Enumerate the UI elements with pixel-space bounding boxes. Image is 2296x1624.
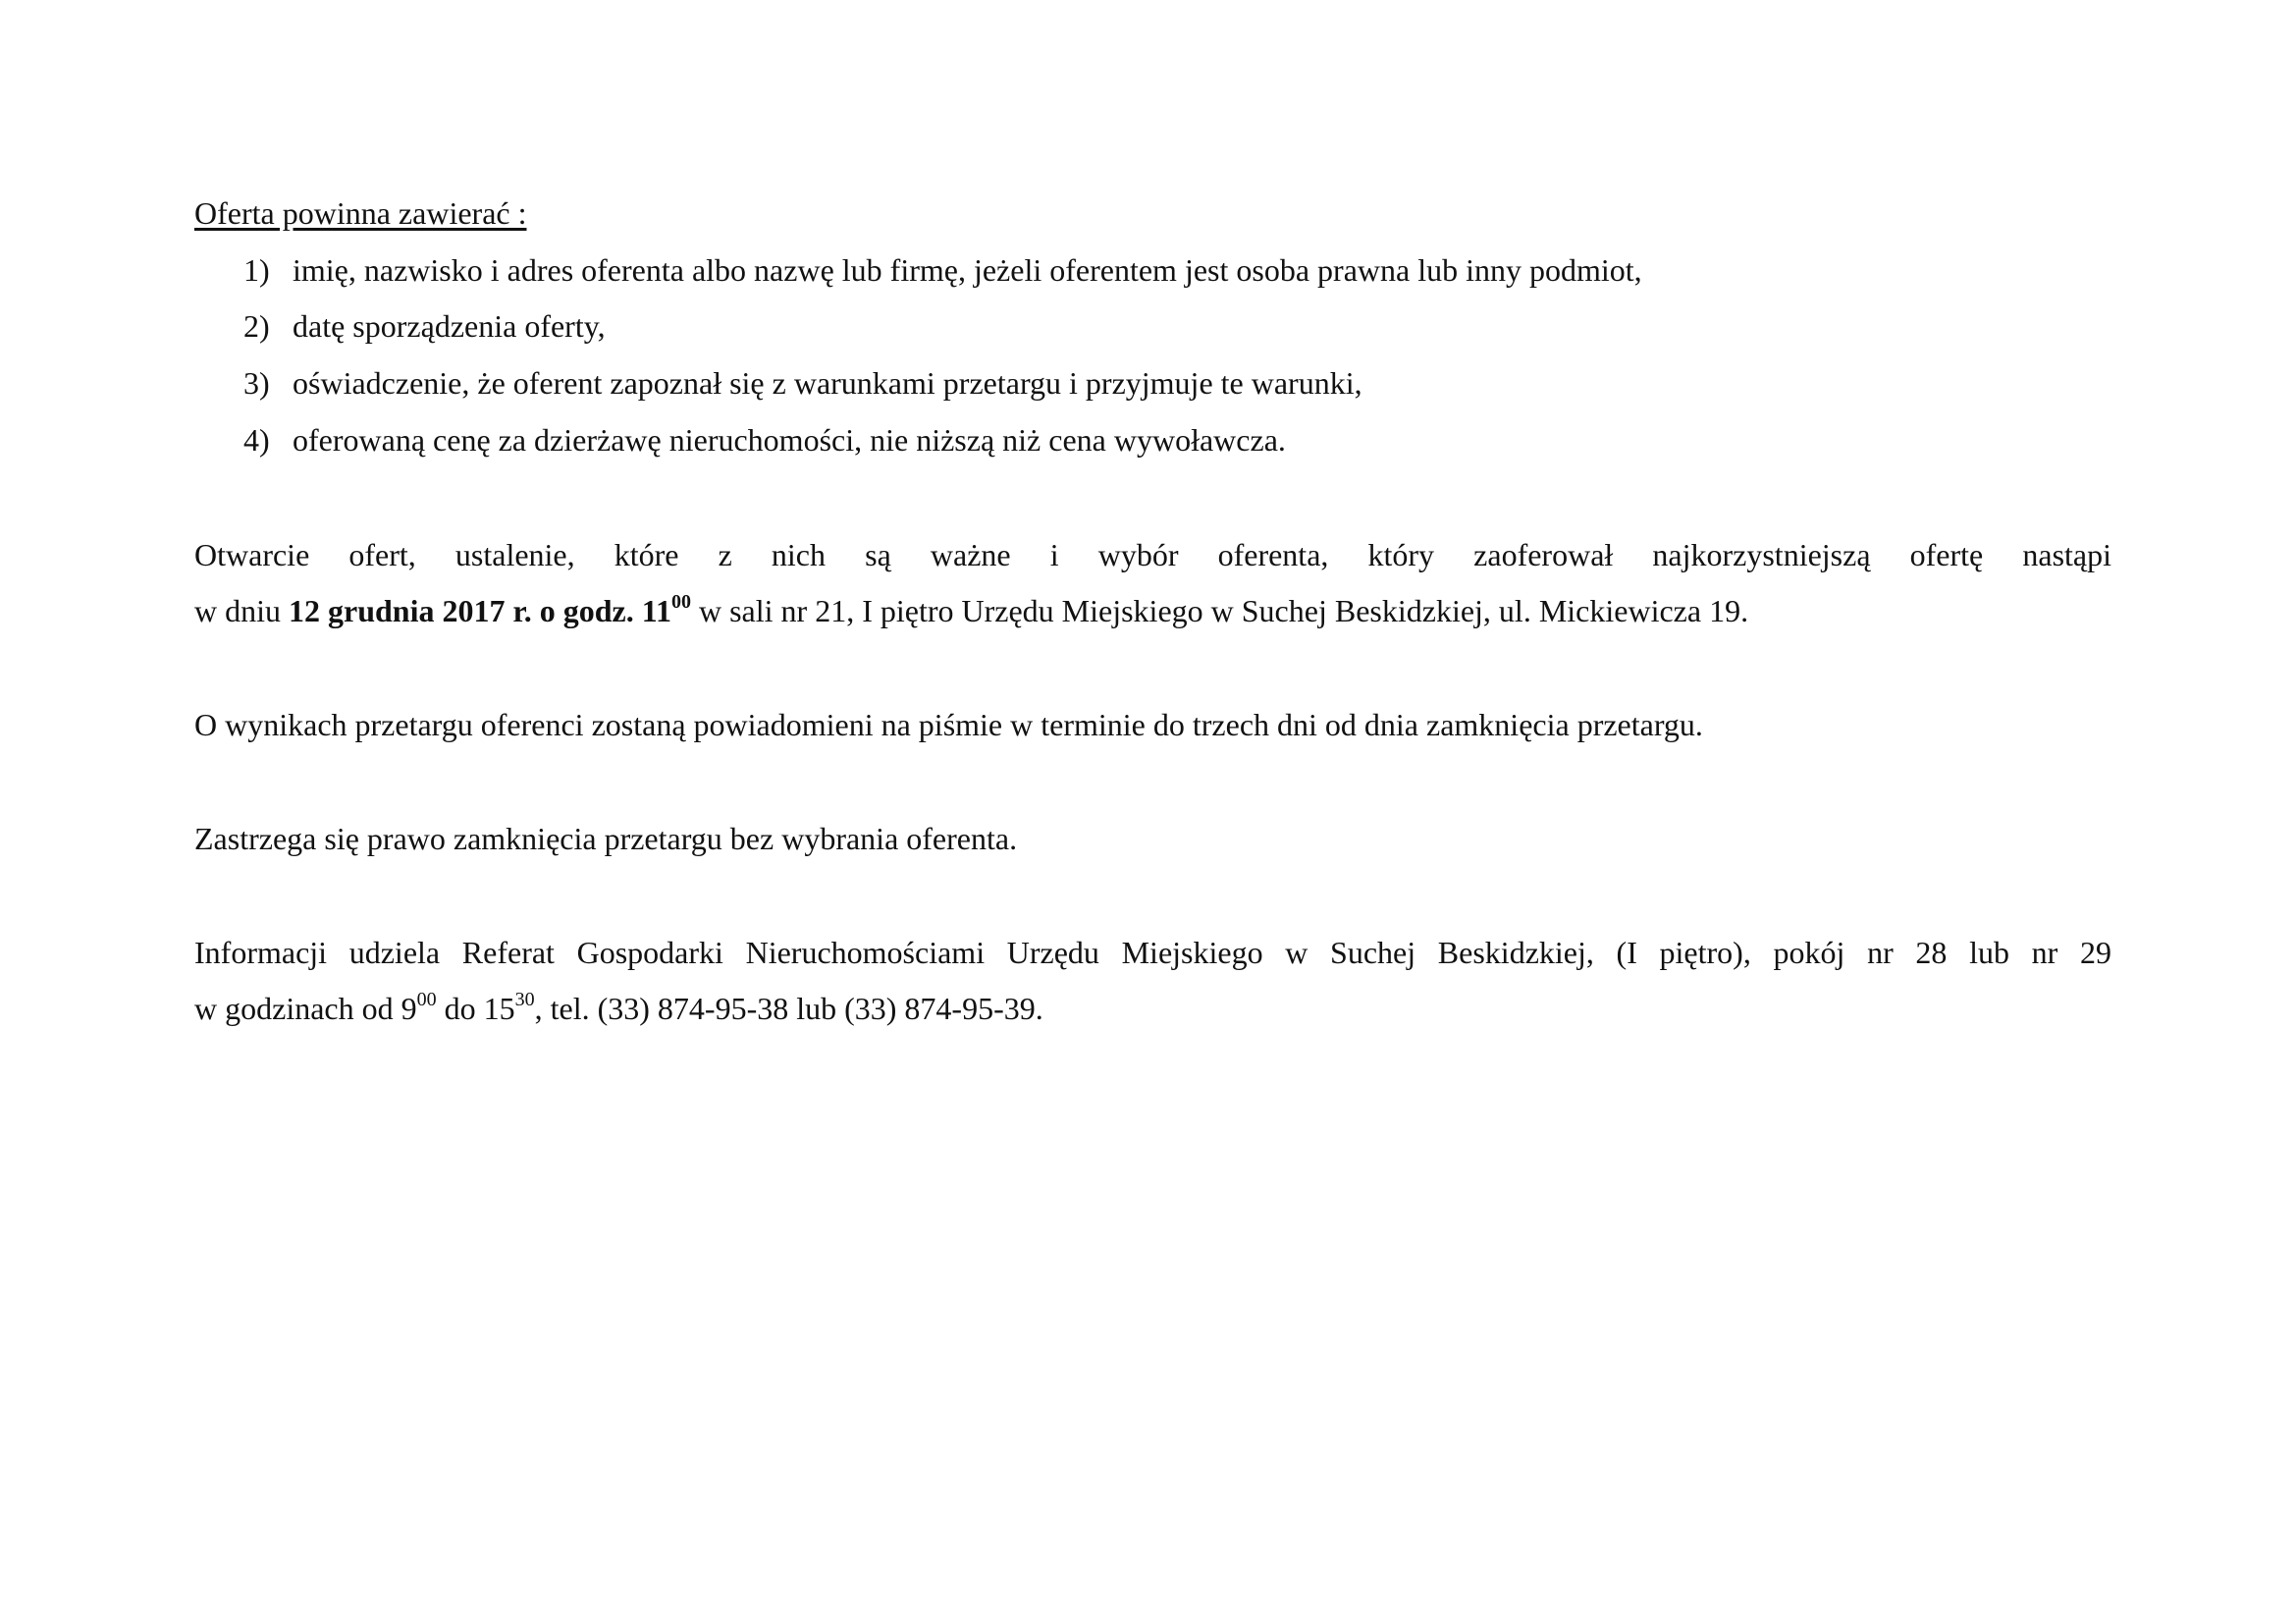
info-word: Urzędu <box>1006 935 1099 970</box>
info-word: Referat <box>461 935 555 970</box>
opening-word: wybór <box>1097 537 1179 572</box>
info-word: nr <box>2031 935 2058 970</box>
opening-word: oferenta, <box>1217 537 1329 572</box>
info-word: piętro), <box>1659 935 1751 970</box>
opening-word: który <box>1367 537 1435 572</box>
opening-word: Otwarcie <box>194 537 310 572</box>
opening-word: ofertę <box>1909 537 1984 572</box>
info-word: Suchej <box>1330 935 1416 970</box>
info-paragraph-line-1 <box>194 934 2111 971</box>
list-item-text: oferowaną cenę za dzierżawę nieruchomości, nie niższą niż cena wywoławcza. <box>293 422 1286 458</box>
list-item-number: 3) <box>243 365 270 401</box>
info-paragraph-line-2 <box>194 990 1043 1027</box>
offer-requirements-heading: Oferta powinna zawierać : <box>194 195 527 231</box>
document-page <box>194 0 2111 1624</box>
info-word: pokój <box>1773 935 1845 970</box>
info-hours-end-minutes: 30 <box>514 989 535 1011</box>
list-item-number: 1) <box>243 252 270 288</box>
info-word: 29 <box>2079 935 2111 970</box>
opening-word: nich <box>771 537 826 572</box>
list-item-text: datę sporządzenia oferty, <box>293 308 606 344</box>
opening-time-minutes: 00 <box>670 591 691 614</box>
results-paragraph: O wynikach przetargu oferenci zostaną powiadomieni na piśmie w terminie do trzech dni od dnia zamknięcia przetargu. <box>194 707 1703 742</box>
list-item-number: 4) <box>243 422 270 458</box>
list-item <box>243 251 1642 289</box>
info-phone: , tel. (33) 874-95-38 lub (33) 874-95-39. <box>534 991 1043 1026</box>
opening-word: i <box>1049 537 1059 572</box>
info-word: (I <box>1616 935 1637 970</box>
opening-word: ofert, <box>348 537 416 572</box>
opening-paragraph-line-1 <box>194 536 2111 573</box>
info-word: lub <box>1969 935 2009 970</box>
info-word: Miejskiego <box>1121 935 1263 970</box>
info-word: udziela <box>348 935 441 970</box>
opening-date-text: 12 grudnia 2017 r. o godz. 11 <box>289 593 671 628</box>
info-word: w <box>1285 935 1308 970</box>
info-word: Informacji <box>194 935 328 970</box>
opening-word: ustalenie, <box>454 537 575 572</box>
reserve-paragraph: Zastrzega się prawo zamknięcia przetargu bez wybrania oferenta. <box>194 821 1018 856</box>
list-item <box>243 364 1362 402</box>
opening-word: ważne <box>930 537 1011 572</box>
info-hours-prefix: w godzinach od 9 <box>194 991 417 1026</box>
info-word: Nieruchomościami <box>745 935 986 970</box>
info-hours-middle: do 15 <box>436 991 515 1026</box>
opening-word: zaoferował <box>1473 537 1614 572</box>
list-item <box>243 307 606 345</box>
info-word: Beskidzkiej, <box>1437 935 1594 970</box>
list-item <box>243 421 1286 459</box>
opening-word: są <box>865 537 891 572</box>
info-word: nr <box>1867 935 1894 970</box>
opening-location: w sali nr 21, I piętro Urzędu Miejskiego w Suchej Beskidzkiej, ul. Mickiewicza 19. <box>690 593 1749 628</box>
opening-date-prefix: w dniu <box>194 593 289 628</box>
info-word: 28 <box>1915 935 1948 970</box>
list-item-text: imię, nazwisko i adres oferenta albo nazwę lub firmę, jeżeli oferentem jest osoba prawna lub inny podmiot, <box>293 252 1642 288</box>
opening-word: które <box>614 537 679 572</box>
opening-paragraph-line-2 <box>194 592 1748 629</box>
info-word: Gospodarki <box>576 935 723 970</box>
opening-word: nastąpi <box>2022 537 2111 572</box>
opening-date <box>289 593 691 628</box>
list-item-number: 2) <box>243 308 270 344</box>
opening-word: z <box>718 537 732 572</box>
info-hours-start-minutes: 00 <box>416 989 437 1011</box>
list-item-text: oświadczenie, że oferent zapoznał się z warunkami przetargu i przyjmuje te warunki, <box>293 365 1362 401</box>
opening-word: najkorzystniejszą <box>1652 537 1871 572</box>
